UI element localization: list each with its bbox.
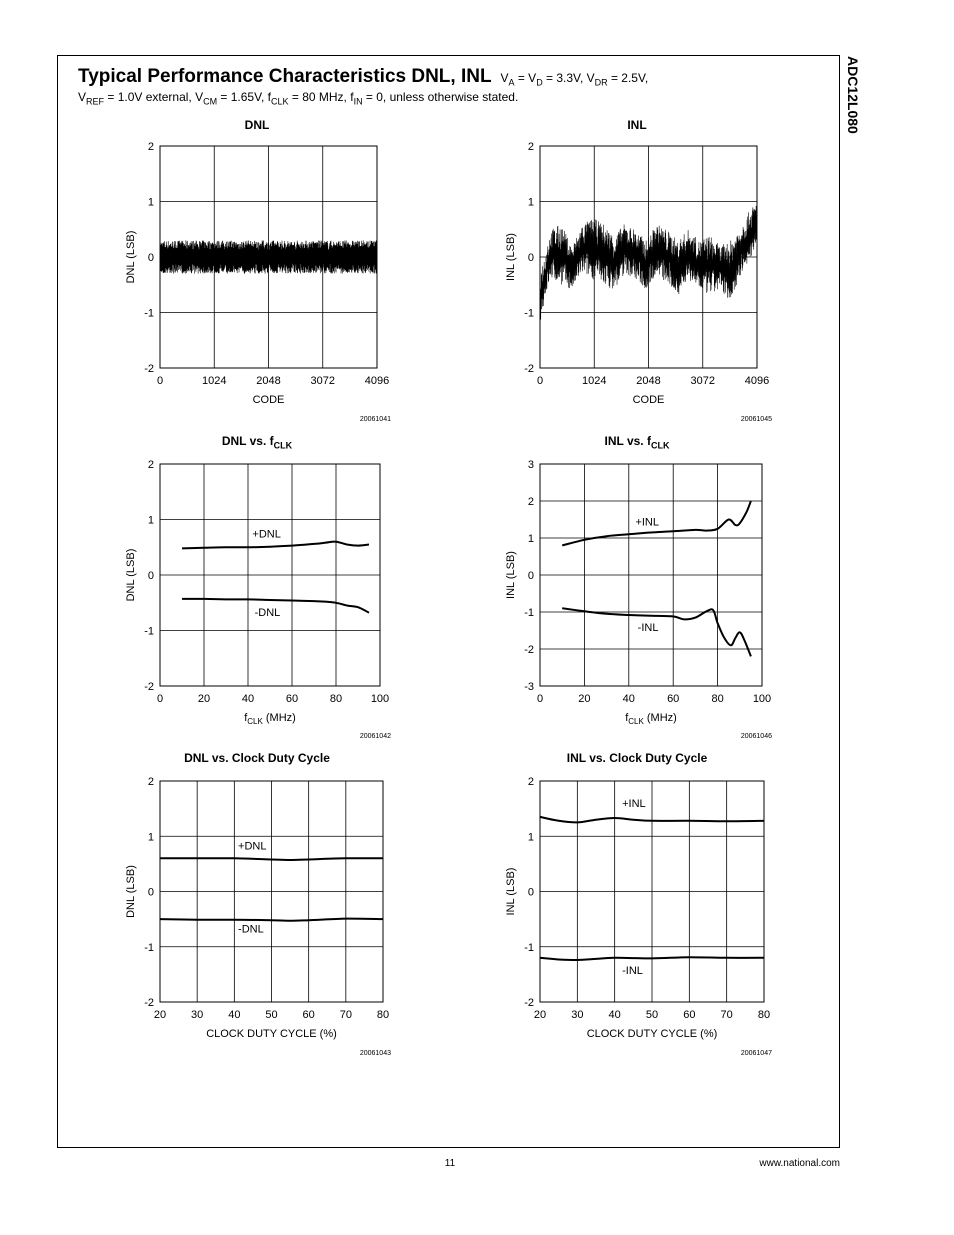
x-tick-label: 50 bbox=[645, 1009, 659, 1021]
chart-dnl-code bbox=[110, 136, 407, 418]
x-tick-label: 1024 bbox=[582, 375, 607, 387]
y-tick-label: 1 bbox=[527, 196, 534, 209]
chart-title: INL vs. $f_{CLK}$ bbox=[604, 434, 670, 451]
x-axis-label: CLOCK DUTY CYCLE (%) bbox=[206, 1028, 337, 1040]
series-annotation: -DNL bbox=[238, 923, 264, 936]
y-axis-label: INL (LSB) bbox=[505, 233, 517, 281]
section-title: Typical Performance Characteristics DNL, INL bbox=[78, 66, 492, 87]
section-heading bbox=[78, 66, 798, 107]
chart-inl-duty bbox=[490, 771, 794, 1052]
y-tick-label: 1 bbox=[527, 831, 534, 844]
x-tick-label: 0 bbox=[156, 693, 164, 705]
y-tick-label: 2 bbox=[527, 776, 534, 788]
series-annotation: +DNL bbox=[252, 528, 281, 541]
x-tick-label: 20 bbox=[197, 693, 211, 705]
series-line-plus bbox=[182, 542, 369, 549]
x-tick-label: 50 bbox=[265, 1009, 278, 1021]
x-axis-label: $f_{CLK}$ (MHz) bbox=[244, 712, 296, 726]
y-tick-label: -2 bbox=[524, 644, 534, 656]
x-tick-label: 60 bbox=[285, 693, 299, 705]
x-tick-label: 0 bbox=[536, 375, 544, 387]
chart-inl-code bbox=[490, 136, 787, 418]
y-axis-label: INL (LSB) bbox=[505, 867, 517, 916]
y-axis-label: DNL (LSB) bbox=[125, 865, 137, 918]
series-annotation: -DNL bbox=[254, 607, 281, 620]
y-tick-label: -2 bbox=[524, 997, 534, 1009]
y-tick-label: -2 bbox=[144, 997, 154, 1009]
chart-title: DNL bbox=[244, 118, 270, 132]
y-tick-label: 2 bbox=[527, 496, 534, 508]
y-tick-label: -1 bbox=[144, 307, 154, 320]
x-tick-label: 20 bbox=[533, 1009, 547, 1021]
x-tick-label: 40 bbox=[608, 1009, 621, 1021]
x-axis-label: CODE bbox=[252, 394, 285, 406]
x-tick-label: 3072 bbox=[690, 375, 715, 387]
y-tick-label: -1 bbox=[144, 625, 154, 638]
y-tick-label: 2 bbox=[147, 141, 154, 153]
x-tick-label: 20 bbox=[578, 693, 591, 705]
x-axis-label: $f_{CLK}$ (MHz) bbox=[625, 712, 677, 726]
footer-website: www.national.com bbox=[759, 1158, 840, 1169]
y-tick-label: 2 bbox=[527, 141, 534, 153]
x-tick-label: 20 bbox=[153, 1009, 167, 1021]
x-tick-label: 60 bbox=[683, 1009, 696, 1021]
chart-dnl-duty bbox=[110, 771, 413, 1052]
chart-title: DNL vs. $f_{CLK}$ bbox=[221, 434, 293, 451]
y-axis-label: DNL (LSB) bbox=[125, 230, 137, 284]
y-axis-label: DNL (LSB) bbox=[125, 548, 137, 602]
series-annotation: +INL bbox=[622, 798, 646, 811]
series-annotation: +INL bbox=[635, 516, 660, 529]
y-tick-label: 0 bbox=[527, 886, 534, 899]
x-tick-label: 2048 bbox=[256, 375, 281, 387]
y-tick-label: 0 bbox=[147, 252, 154, 264]
conditions-line1: $V_A = V_D = 3.3V$, $V_{DR} = 2.5V$, bbox=[500, 71, 649, 88]
x-tick-label: 30 bbox=[191, 1009, 204, 1021]
y-tick-label: 1 bbox=[147, 514, 154, 527]
x-tick-label: 60 bbox=[667, 693, 680, 705]
x-axis-label: CODE bbox=[632, 394, 665, 406]
series-annotation: +DNL bbox=[238, 840, 267, 853]
y-tick-label: 2 bbox=[147, 459, 154, 471]
y-tick-label: 1 bbox=[527, 533, 534, 545]
figure-id: 20061045 bbox=[740, 416, 772, 423]
chart-dnl-fclk bbox=[110, 454, 410, 736]
figure-id: 20061047 bbox=[740, 1050, 772, 1057]
y-tick-label: -1 bbox=[524, 607, 534, 619]
page-number: 11 bbox=[444, 1158, 456, 1169]
x-tick-label: 100 bbox=[752, 693, 772, 705]
x-tick-label: 0 bbox=[156, 375, 164, 387]
x-tick-label: 70 bbox=[339, 1009, 352, 1021]
figure-id: 20061042 bbox=[359, 733, 391, 740]
x-axis-label: CLOCK DUTY CYCLE (%) bbox=[586, 1028, 718, 1040]
x-tick-label: 1024 bbox=[202, 375, 227, 387]
y-tick-label: -2 bbox=[524, 363, 534, 375]
x-tick-label: 80 bbox=[376, 1009, 390, 1021]
x-tick-label: 40 bbox=[241, 693, 255, 705]
y-tick-label: 2 bbox=[147, 776, 154, 788]
y-axis-label: INL (LSB) bbox=[505, 551, 517, 599]
conditions-line2: $V_{REF} = 1.0V$ external, $V_{CM} = 1.65V$, $f_{CLK} = 80$ MHz, $f_{IN} = 0$, unless otherwise stated. bbox=[78, 89, 519, 107]
x-tick-label: 80 bbox=[329, 693, 343, 705]
y-tick-label: -1 bbox=[524, 307, 534, 320]
x-tick-label: 80 bbox=[711, 693, 724, 705]
x-tick-label: 3072 bbox=[310, 375, 335, 387]
x-tick-label: 2048 bbox=[636, 375, 661, 387]
series-line-plus bbox=[160, 858, 383, 860]
y-tick-label: 1 bbox=[147, 831, 154, 844]
chart-title: INL vs. Clock Duty Cycle bbox=[566, 751, 708, 765]
chart-title: INL bbox=[627, 118, 647, 132]
figure-id: 20061041 bbox=[359, 416, 391, 423]
chart-inl-fclk bbox=[490, 454, 792, 736]
y-tick-label: 0 bbox=[527, 252, 534, 264]
x-tick-label: 40 bbox=[228, 1009, 241, 1021]
x-tick-label: 80 bbox=[757, 1009, 771, 1021]
x-tick-label: 60 bbox=[302, 1009, 315, 1021]
x-tick-label: 100 bbox=[370, 693, 390, 705]
y-tick-label: -1 bbox=[524, 941, 534, 954]
y-tick-label: -2 bbox=[144, 681, 154, 693]
figure-id: 20061043 bbox=[359, 1050, 391, 1057]
part-number-side-title: ADC12L080 bbox=[845, 56, 861, 134]
y-tick-label: 3 bbox=[527, 459, 534, 471]
series-annotation: -INL bbox=[622, 964, 643, 977]
x-tick-label: 30 bbox=[571, 1009, 584, 1021]
series-annotation: -INL bbox=[637, 621, 659, 634]
y-tick-label: -3 bbox=[524, 681, 534, 693]
x-tick-label: 4096 bbox=[744, 375, 770, 387]
x-tick-label: 40 bbox=[622, 693, 635, 705]
x-tick-label: 0 bbox=[536, 693, 544, 705]
y-tick-label: 0 bbox=[147, 570, 154, 582]
x-tick-label: 70 bbox=[720, 1009, 733, 1021]
chart-title: DNL vs. Clock Duty Cycle bbox=[184, 751, 330, 765]
y-tick-label: -1 bbox=[144, 941, 154, 954]
y-tick-label: -2 bbox=[144, 363, 154, 375]
y-tick-label: 0 bbox=[527, 570, 534, 582]
y-tick-label: 0 bbox=[147, 886, 154, 899]
x-tick-label: 4096 bbox=[364, 375, 390, 387]
y-tick-label: 1 bbox=[147, 196, 154, 209]
figure-id: 20061046 bbox=[740, 733, 772, 740]
